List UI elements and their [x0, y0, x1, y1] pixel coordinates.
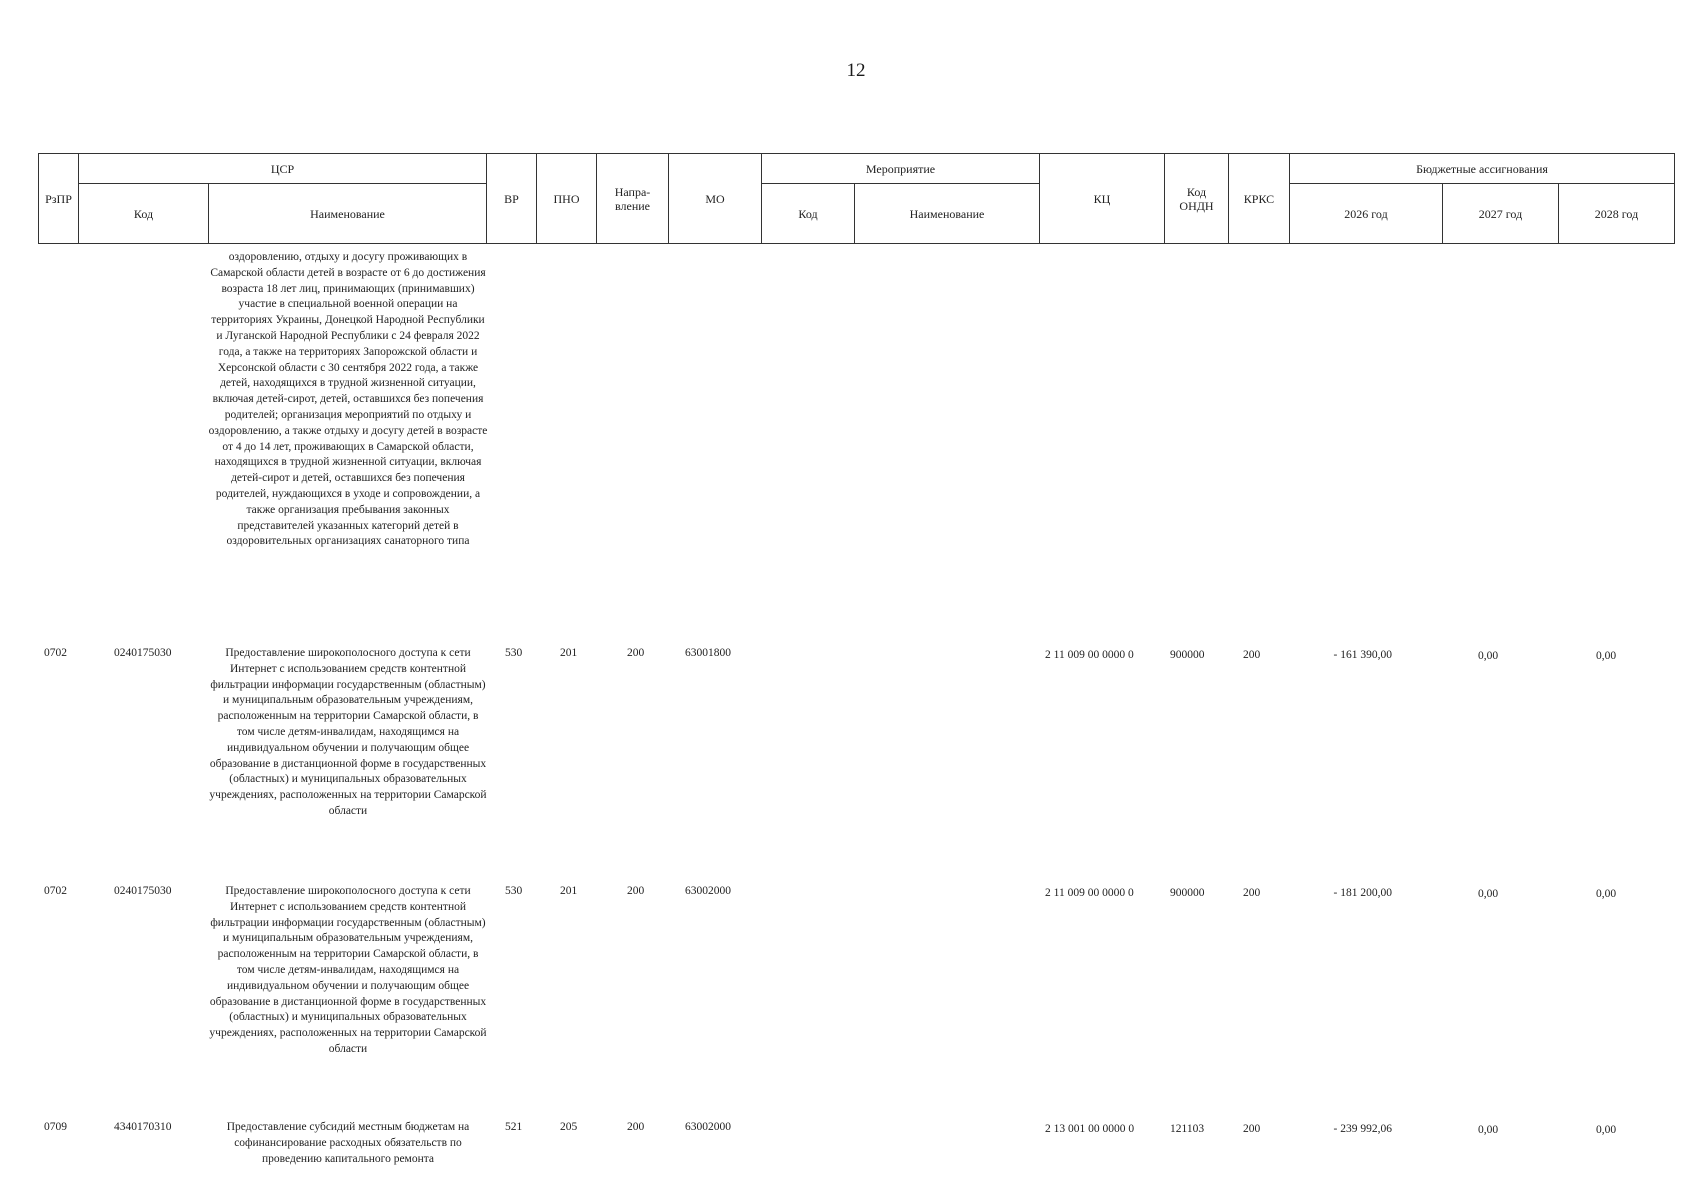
continued-name-cell: оздоровлению, отдыху и досугу проживающих в Самарской области детей в возрасте от 6 до достижения возраста 18 лет лиц, принимающих (принимавших) участие в специальной военной операции на территориях Украины, Донецкой Народной Республики и Луганской Народной Республики с 24 февраля 2022 года, а также на территориях Запорожской области и Херсонской области с 30 сентября 2022 года, а также детей, находящихся в трудной жизненной ситуации, включая детей-сирот, детей, оставшихся без попечения родителей; организация мероприятий по отдыху и оздоровлению, а также отдыху и досугу детей в возрасте от 4 до 14 лет, проживающих в Самарской области, находящихся в трудной жизненной ситуации, включая детей-сирот и детей, оставшихся без попечения родителей, нуждающихся в уходе и сопровождении, а также организация пребывания законных представителей указанных категорий детей в оздоровительных организациях санаторного типа — [208, 251, 488, 548]
header-mo: МО — [669, 154, 762, 244]
header-direction: Напра- вление — [597, 154, 669, 244]
header-event-name: Наименование — [855, 184, 1040, 244]
row-2026: - 239 992,06 — [1333, 1123, 1392, 1135]
row-vr: 521 — [505, 1121, 523, 1133]
row-mo: 63002000 — [685, 885, 731, 897]
row-csr-name: Предоставление широкополосного доступа к сети Интернет с использованием средств контентной фильтрации информации государственным (областным) и муниципальным образовательным учреждениям, расположенным на территории Самарской области, в том числе детям-инвалидам, находящимся на индивидуальном обучении и получающим общее образование в дистанционной форме в государственных (областных) и муниципальных образовательных учреждениях, расположенных на территории Самарской области — [209, 885, 487, 1055]
header-rzpr: РзПР — [39, 154, 79, 244]
row-rzpr: 0702 — [44, 885, 67, 897]
row-rzpr: 0702 — [44, 647, 67, 659]
header-ondn: Код ОНДН — [1165, 154, 1229, 244]
row-2028: 0,00 — [1596, 1124, 1617, 1136]
row-direction: 200 — [627, 1121, 645, 1133]
header-2028: 2028 год — [1559, 184, 1675, 244]
header-event: Мероприятие — [762, 154, 1040, 184]
row-rzpr: 0709 — [44, 1121, 67, 1133]
row-csr-code: 4340170310 — [114, 1121, 172, 1133]
row-pno: 201 — [560, 885, 578, 897]
row-pno: 205 — [560, 1121, 578, 1133]
header-csr: ЦСР — [79, 154, 487, 184]
header-csr-code: Код — [79, 184, 209, 244]
row-pno: 201 — [560, 647, 578, 659]
row-csr-name: Предоставление широкополосного доступа к сети Интернет с использованием средств контентной фильтрации информации государственным (областным) и муниципальным образовательным учреждениям, расположенным на территории Самарской области, в том числе детям-инвалидам, находящимся на индивидуальном обучении и получающим общее образование в дистанционной форме в государственных (областных) и муниципальных образовательных учреждениях, расположенных на территории Самарской области — [209, 647, 487, 817]
header-vr: ВР — [487, 154, 537, 244]
row-2028: 0,00 — [1596, 888, 1617, 900]
row-csr-name: Предоставление субсидий местным бюджетам на софинансирование расходных обязательств по проведению капитального ремонта — [226, 1121, 470, 1165]
header-2027: 2027 год — [1443, 184, 1559, 244]
row-ondn: 900000 — [1170, 649, 1205, 661]
row-2027: 0,00 — [1478, 1124, 1499, 1136]
header-kc: КЦ — [1040, 154, 1165, 244]
row-krks: 200 — [1243, 649, 1261, 661]
row-vr: 530 — [505, 885, 523, 897]
row-direction: 200 — [627, 885, 645, 897]
row-ondn: 121103 — [1170, 1123, 1205, 1135]
row-2026: - 161 390,00 — [1333, 649, 1392, 661]
row-krks: 200 — [1243, 1123, 1261, 1135]
row-direction: 200 — [627, 647, 645, 659]
row-kc: 2 11 009 00 0000 0 — [1045, 649, 1134, 661]
row-2027: 0,00 — [1478, 888, 1499, 900]
row-csr-code: 0240175030 — [114, 885, 172, 897]
row-krks: 200 — [1243, 887, 1261, 899]
row-ondn: 900000 — [1170, 887, 1205, 899]
header-krks: КРКС — [1229, 154, 1290, 244]
row-2028: 0,00 — [1596, 650, 1617, 662]
header-event-code: Код — [762, 184, 855, 244]
row-mo: 63001800 — [685, 647, 731, 659]
row-vr: 530 — [505, 647, 523, 659]
header-budget: Бюджетные ассигнования — [1290, 154, 1675, 184]
row-kc: 2 11 009 00 0000 0 — [1045, 887, 1134, 899]
row-2027: 0,00 — [1478, 650, 1499, 662]
header-2026: 2026 год — [1290, 184, 1443, 244]
row-mo: 63002000 — [685, 1121, 731, 1133]
page-number: 12 — [846, 60, 866, 81]
row-kc: 2 13 001 00 0000 0 — [1045, 1123, 1135, 1135]
row-csr-code: 0240175030 — [114, 647, 172, 659]
row-2026: - 181 200,00 — [1333, 887, 1392, 899]
header-csr-name: Наименование — [209, 184, 487, 244]
header-pno: ПНО — [537, 154, 597, 244]
